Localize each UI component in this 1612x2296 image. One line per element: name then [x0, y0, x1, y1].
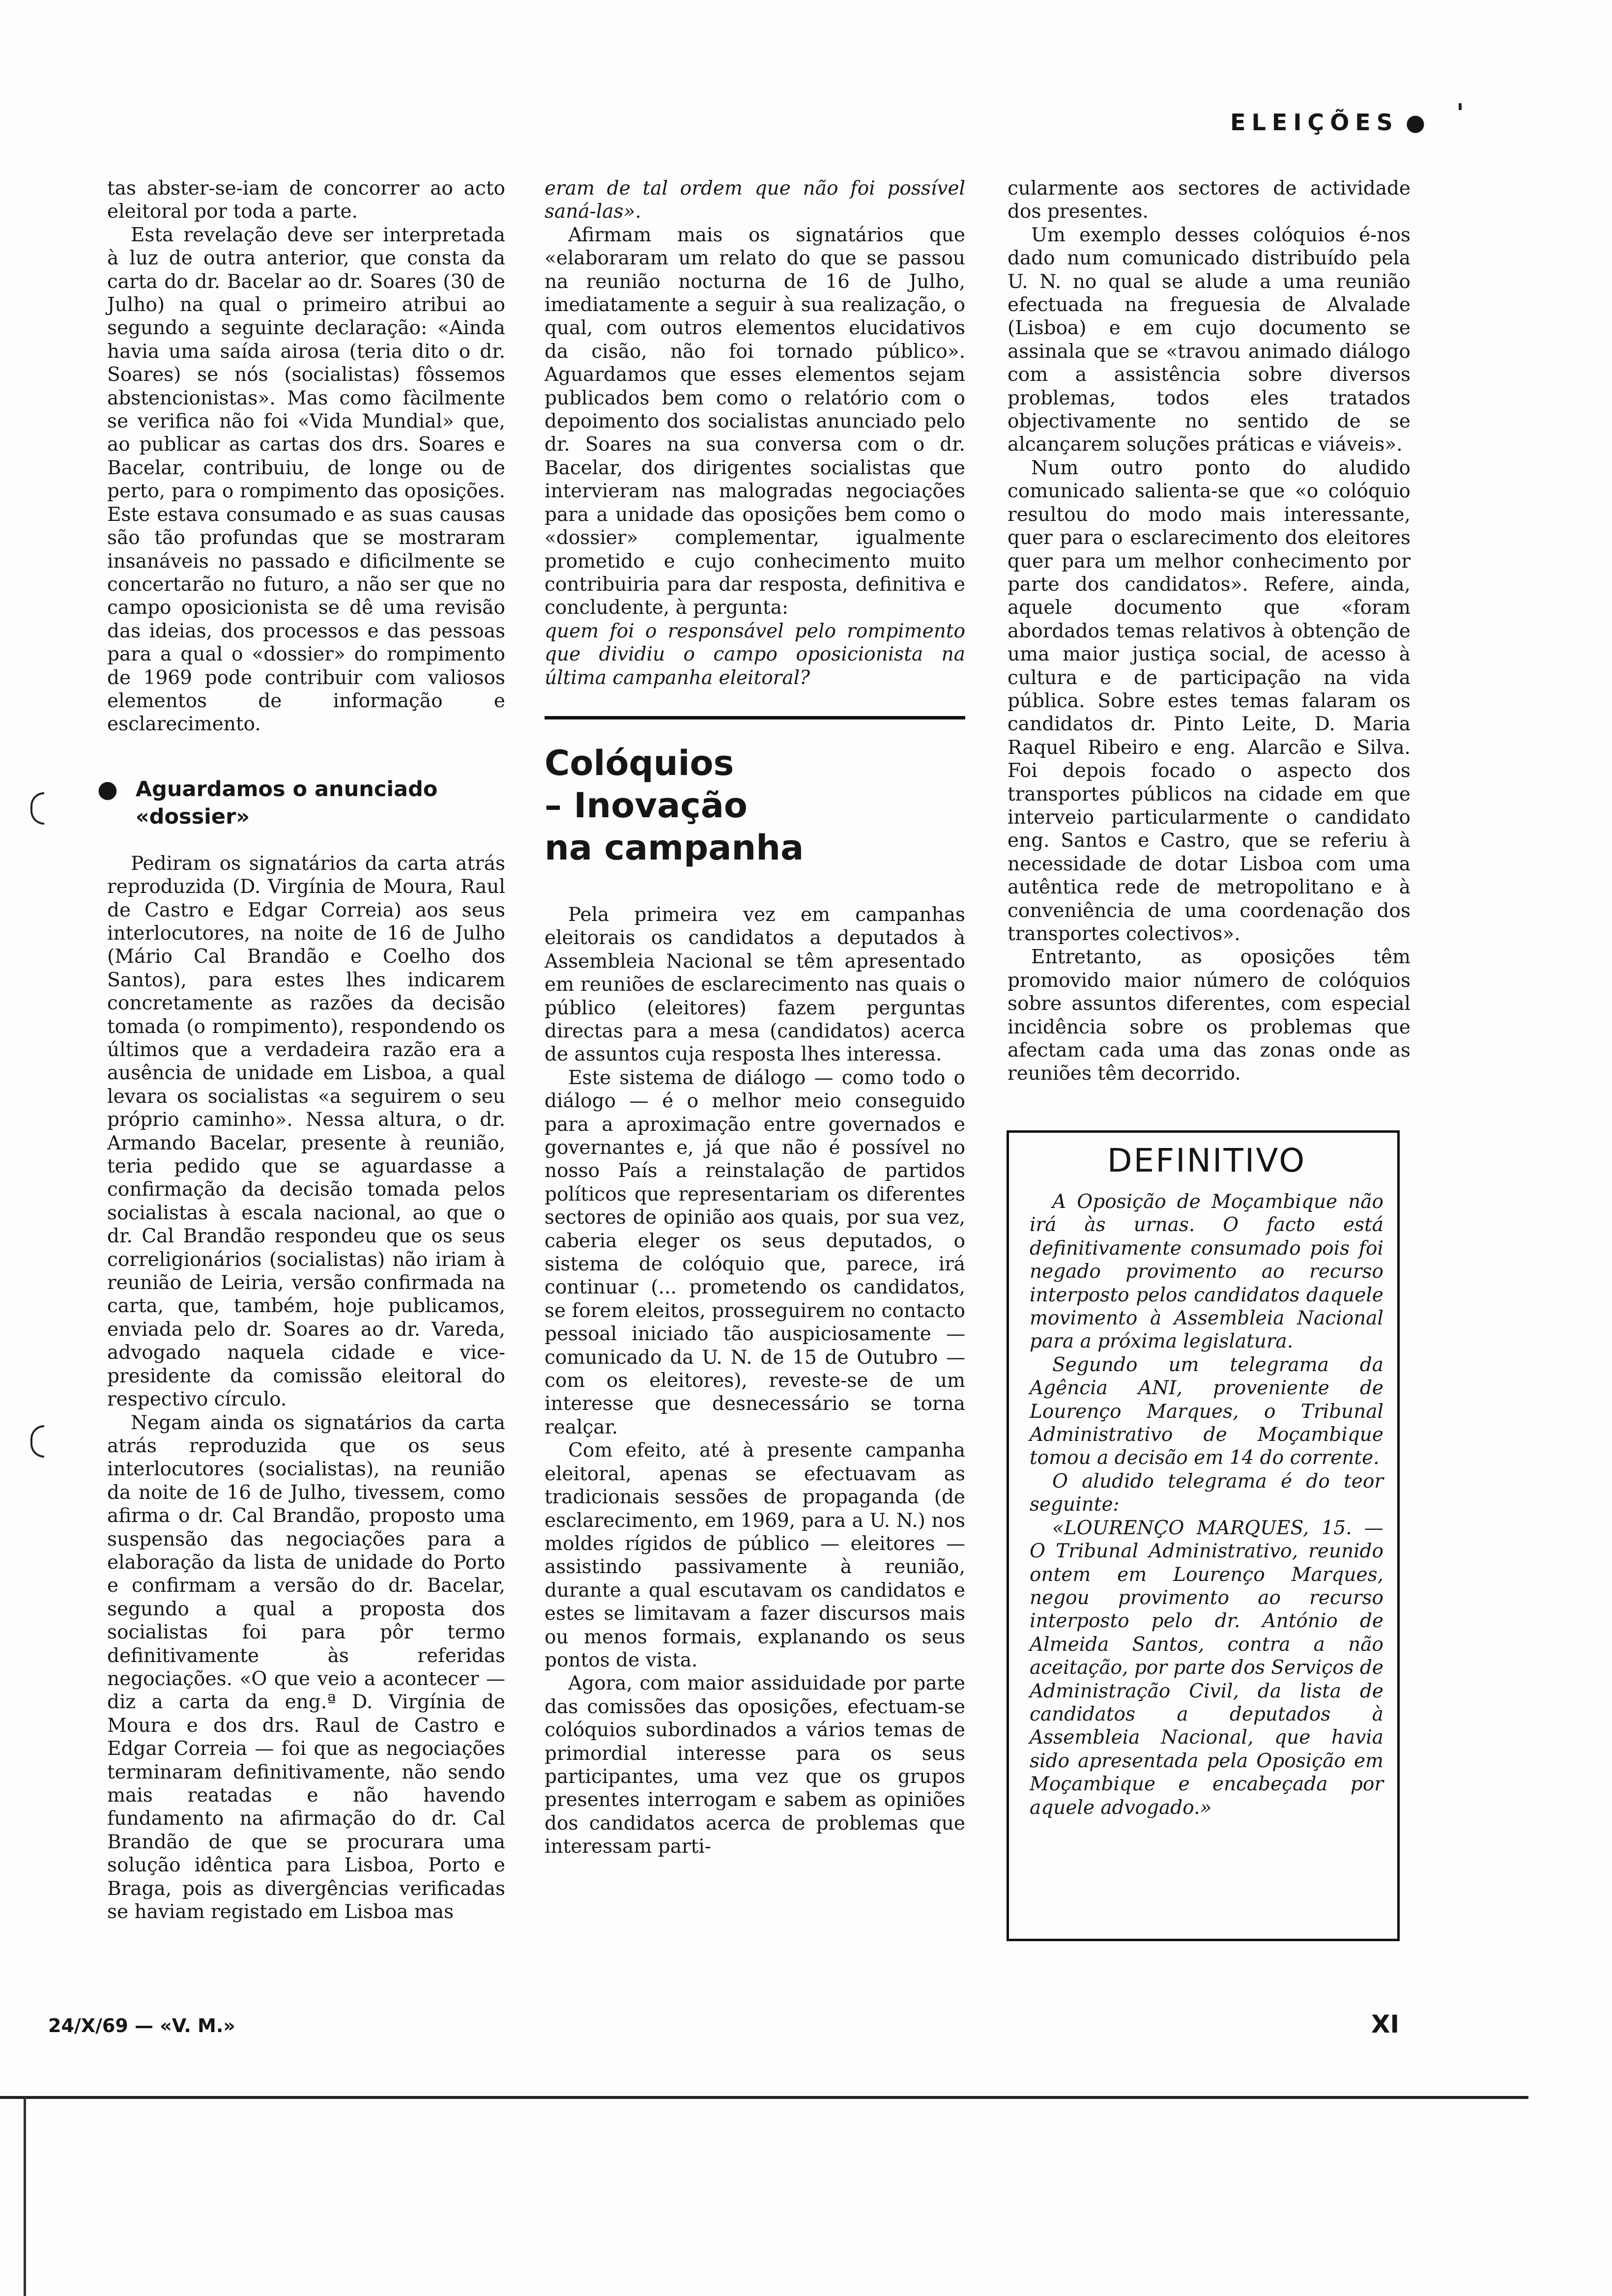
bullet-icon: ● — [97, 775, 118, 803]
article-column-3 — [1008, 177, 1410, 1086]
box-title: DEFINITIVO — [1107, 1142, 1306, 1179]
margin-mark — [30, 1425, 44, 1458]
paragraph: Com efeito, até à presente campanha eleitoral, apenas se efectuavam as tradicionais sessões de propaganda (de esclarecimento, em 1969, para a U. N.) nos moldes rígidos de público — eleitores — assistindo passivamente à reunião, durante a qual escutavam os candidatos e estes se limitavam a fazer discursos mais ou menos formais, explanando os seus pontos de vista. — [545, 1439, 965, 1671]
lead-paragraph: Pela primeira vez em campanhas eleitorais os candidatos a deputados à Assembleia Nacional se têm apresentado em reuniões de esclarecimento nas quais o público (eleitores) fazem perguntas directas para a mesa (candidatos) acerca de assuntos cuja resposta lhes interessa. — [545, 903, 965, 1066]
headline-line: na campanha — [545, 827, 804, 868]
scan-edge-line-vertical — [24, 2097, 26, 2296]
headline-line: Colóquios — [545, 743, 734, 783]
paragraph: Entretanto, as oposições têm promovido maior número de colóquios sobre assuntos diferentes, com especial incidência sobre os problemas que afectam cada uma das zonas onde as reuniões têm decorrido. — [1008, 946, 1410, 1085]
headline-line: – Inovação — [545, 785, 748, 826]
paragraph: Num outro ponto do aludido comunicado salienta-se que «o colóquio resultou do modo mais interessante, quer para o esclarecimento dos eleitores quer para um melhor conhecimento por parte dos candidatos». Refere, ainda, aquele documento que «foram abordados temas relativos à obtenção de uma maior justiça social, de acesso à cultura e de participação na vida pública. Sobre estes temas falaram os candidatos dr. Pinto Leite, D. Maria Raquel Ribeiro e eng. Alarcão e Silva. Foi depois focado o aspecto dos transportes públicos na cidade em que interveio particularmente o candidato eng. Santos e Castro, que se referiu à necessidade de dotar Lisboa com uma autêntica rede de metropolitano e à conveniência de uma coordenação dos transportes colectivos». — [1008, 457, 1410, 945]
paragraph: Segundo um telegrama da Agência ANI, proveniente de Lourenço Marques, o Tribunal Administrativo de Moçambique tomou a decisão em 14 do corrente. — [1030, 1353, 1383, 1469]
issue-date: 24/X/69 — «V. M.» — [48, 2015, 235, 2037]
margin-mark — [30, 792, 44, 825]
bullet-icon: ● — [1405, 109, 1425, 136]
section-label-text: ELEIÇÕES — [1230, 109, 1399, 136]
subheading-text: Aguardamos o anunciado «dossier» — [135, 776, 438, 829]
paragraph: cularmente aos sectores de actividade dos presentes. — [1008, 177, 1410, 223]
corner-tick — [1459, 103, 1462, 110]
article-column-1 — [97, 177, 505, 1923]
page-number: XI — [1371, 2010, 1400, 2038]
question-text: quem foi o responsável pelo rompimento que dividiu o campo oposicionista na última campanha eleitoral? — [545, 620, 965, 689]
paragraph: «LOURENÇO MARQUES, 15. — O Tribunal Administrativo, reunido ontem em Lourenço Marques, negou provimento ao recurso interposto pelo dr. António de Almeida Santos, contra a não aceitação, por parte dos Serviços de Administração Civil, da lista de candidatos a deputados à Assembleia Nacional, que havia sido apresentada pela Oposição em Moçambique e encabeçada por aquele advogado.» — [1030, 1517, 1384, 1819]
subheading — [97, 775, 505, 831]
article-column-2 — [545, 177, 965, 1859]
paragraph: Afirmam mais os signatários que «elaboraram um relato do que se passou na reunião nocturna de 16 de Julho, imediatamente a seguir à sua realização, o qual, com outros elementos elucidativos da cisão, não foi tornado público». Aguardamos que esses elementos sejam publicados bem como o relatório com o depoimento dos socialistas anunciado pelo dr. Soares na sua conversa com o dr. Bacelar, dos dirigentes socialistas que intervieram nas malogradas negociações para a unidade das oposições bem como o «dossier» complementar, igualmente prometido e cujo conhecimento muito contribuiria para dar resposta, definitiva e concludente, à pergunta: — [545, 224, 965, 619]
paragraph: Agora, com maior assiduidade por parte das comissões das oposições, efectuam-se colóquios subordinados a vários temas de primordial interesse para os seus participantes, uma vez que os grupos presentes interrogam e sabem as opiniões dos candidatos acerca de problemas que interessam parti- — [545, 1672, 965, 1858]
paragraph: tas abster-se-iam de concorrer ao acto eleitoral por toda a parte. — [107, 177, 505, 223]
scan-edge-line — [0, 2096, 1528, 2099]
paragraph: Pediram os signatários da carta atrás reproduzida (D. Virgínia de Moura, Raul de Castro e Edgar Correia) aos seus interlocutores, na noite de 16 de Julho (Mário Cal Brandão e Coelho dos Santos), para estes lhes indicarem concretamente as razões da decisão tomada (o rompimento), respondendo os últimos que a verdadeira razão era a ausência de unidade em Lisboa, a qual levara os socialistas «a seguirem o seu próprio caminho». Nessa altura, o dr. Armando Bacelar, presente à reunião, teria pedido que se aguardasse a confirmação da decisão tomada pelos socialistas à escala nacional, ao que o dr. Cal Brandão respondeu que os seus correligionários (socialistas) não iriam à reunião de Leiria, versão confirmada na carta, que, também, hoje publicamos, enviada pelo dr. Soares ao dr. Vareda, advogado naquela cidade e vice-presidente da comissão eleitoral do respectivo círculo. — [107, 852, 505, 1411]
paragraph: Este sistema de diálogo — como todo o diálogo — é o melhor meio conseguido para a aproximação entre governados e governantes e, já que não é possível no nosso País a reinstalação de partidos políticos que representariam os diferentes sectores de opinião aos quais, por sua vez, caberia eleger os seus deputados, o sistema de colóquio que, parece, irá continuar (... prometendo os candidatos, se forem eleitos, prosseguirem no contacto pessoal iniciado tão auspiciosamente — comunicado da U. N. de 15 de Outubro — com os eleitores), reveste-se de um interesse que desnecessário se torna realçar. — [545, 1066, 965, 1438]
article-headline — [545, 742, 965, 869]
section-header — [1194, 109, 1425, 136]
divider — [545, 716, 965, 719]
paragraph: Um exemplo desses colóquios é-nos dado num comunicado distribuído pela U. N. no qual se alude a uma reunião efectuada na freguesia de Alvalade (Lisboa) e em cujo documento se assinala que se «travou animado diálogo com a assistência sobre diversos problemas, todos eles tratados objectivamente no sentido de se alcançarem soluções práticas e viáveis». — [1008, 224, 1410, 456]
paragraph: Esta revelação deve ser interpretada à luz de outra anterior, que consta da carta do dr. Bacelar ao dr. Soares (30 de Julho) na qual o primeiro atribui ao segundo a seguinte declaração: «Ainda havia uma saída airosa (teria dito o dr. Soares) se nós (socialistas) fôssemos abstencionistas». Mas como fàcilmente se verifica não foi «Vida Mundial» que, ao publicar as cartas dos drs. Soares e Bacelar, contribuiu, de longe ou de perto, para o rompimento das oposições. Este estava consumado e as suas causas são tão profundas que se mostraram insanáveis no passado e dificilmente se concertarão no futuro, a não ser que no campo oposicionista se dê uma revisão das ideias, dos processos e das pessoas para a qual o «dossier» do rompimento de 1969 pode contribuir com valiosos elementos de informação e esclarecimento. — [107, 224, 505, 736]
paragraph: A Oposição de Moçambique não irá às urnas. O facto está definitivamente consumado pois foi negado provimento ao recurso interposto pelos candidatos daquele movimento à Assembleia Nacional para a próxima legislatura. — [1030, 1191, 1383, 1353]
definitivo-box — [1007, 1130, 1400, 1941]
paragraph: eram de tal ordem que não foi possível saná-las». — [545, 177, 965, 223]
paragraph: Negam ainda os signatários da carta atrás reproduzida que os seus interlocutores (socialistas), na reunião da noite de 16 de Julho, tivessem, como afirma o dr. Cal Brandão, proposto uma suspensão das negociações para a elaboração da lista de unidade do Porto e confirmam a versão do dr. Bacelar, segundo a qual a proposta dos socialistas foi para pôr termo definitivamente às referidas negociações. «O que veio a acontecer — diz a carta da eng.ª D. Virgínia de Moura e dos drs. Raul de Castro e Edgar Correia — foi que as negociações terminaram definitivamente, não sendo mais reatadas e não havendo fundamento na afirmação do dr. Cal Brandão de que se procurara uma solução idêntica para Lisboa, Porto e Braga, pois as divergências verificadas se haviam registado em Lisboa mas — [107, 1411, 505, 1923]
box-body — [1030, 1190, 1383, 1819]
paragraph: O aludido telegrama é do teor seguinte: — [1030, 1470, 1383, 1516]
